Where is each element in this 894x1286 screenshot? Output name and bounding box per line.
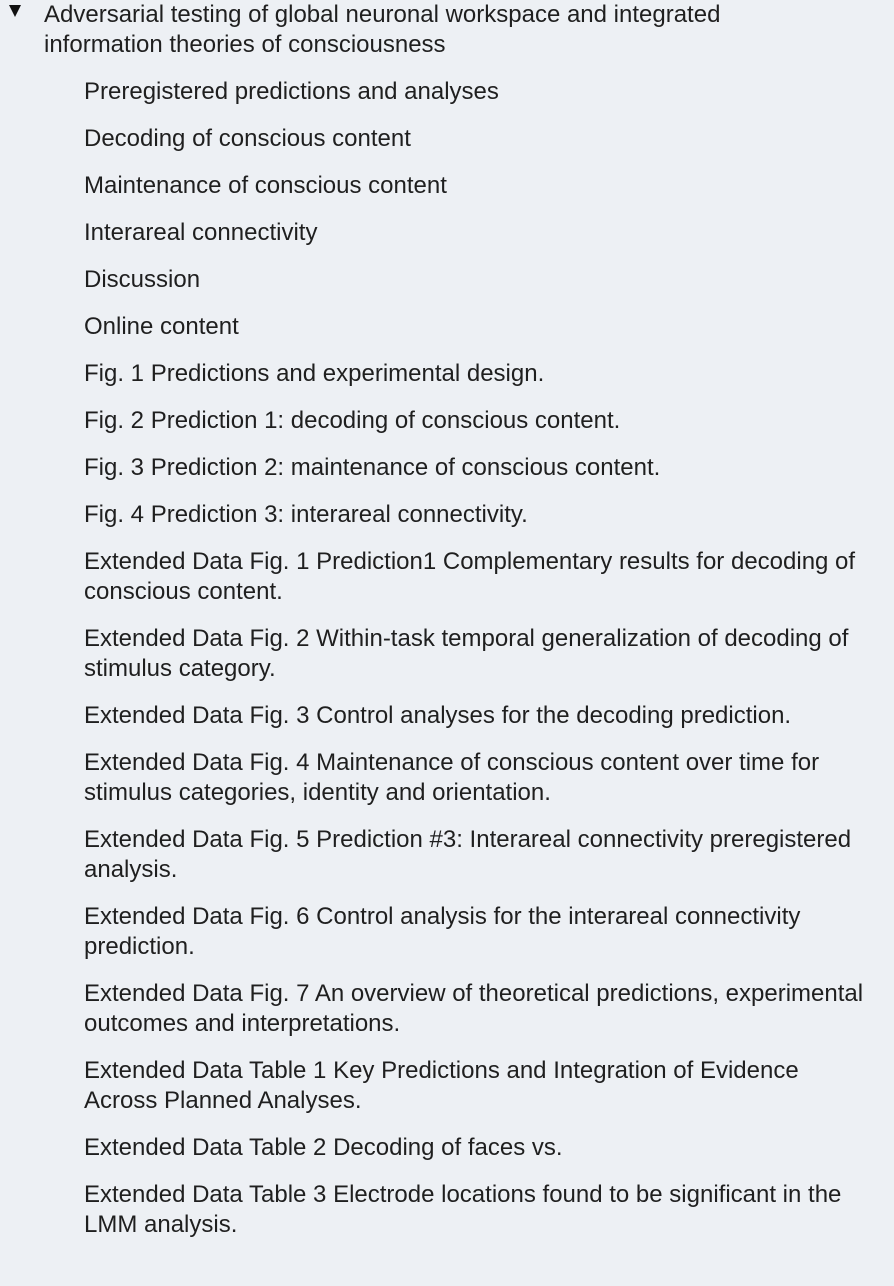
outline-item[interactable]: Fig. 1 Predictions and experimental design. <box>84 360 545 387</box>
outline-item[interactable]: Online content <box>84 313 239 340</box>
outline-item[interactable]: Extended Data Fig. 2 Within-task temporal generalization of decoding of stimulus category. <box>84 625 849 682</box>
outline-item[interactable]: Extended Data Fig. 7 An overview of theoretical predictions, experimental outcomes and interpretations. <box>84 980 864 1037</box>
outline-root-title[interactable]: Adversarial testing of global neuronal workspace and integrated information theories of consciousness <box>44 1 721 58</box>
outline-item[interactable]: Fig. 2 Prediction 1: decoding of conscious content. <box>84 407 621 434</box>
outline-item[interactable]: Preregistered predictions and analyses <box>84 78 499 105</box>
outline-item[interactable]: Fig. 3 Prediction 2: maintenance of conscious content. <box>84 454 661 481</box>
outline-item[interactable]: Extended Data Table 2 Decoding of faces vs. <box>84 1134 563 1161</box>
outline-item[interactable]: Extended Data Fig. 1 Prediction1 Complementary results for decoding of conscious content. <box>84 548 856 605</box>
outline-item[interactable]: Extended Data Table 1 Key Predictions and Integration of Evidence Across Planned Analyses. <box>84 1057 799 1114</box>
outline-children-list <box>84 77 874 1257</box>
outline-item[interactable]: Extended Data Table 3 Electrode locations found to be significant in the LMM analysis. <box>84 1181 842 1238</box>
outline-item[interactable]: Discussion <box>84 266 201 293</box>
outline-item[interactable]: Extended Data Fig. 5 Prediction #3: Interareal connectivity preregistered analysis. <box>84 826 852 883</box>
outline-item[interactable]: Fig. 4 Prediction 3: interareal connectivity. <box>84 501 528 528</box>
outline-item[interactable]: Extended Data Fig. 3 Control analyses for the decoding prediction. <box>84 702 792 729</box>
triangle-down-icon[interactable] <box>8 4 22 18</box>
outline-item[interactable]: Extended Data Fig. 4 Maintenance of conscious content over time for stimulus categories, identity and orientation. <box>84 749 820 806</box>
outline-item[interactable]: Decoding of conscious content <box>84 125 411 152</box>
outline-item[interactable]: Maintenance of conscious content <box>84 172 447 199</box>
outline-item[interactable]: Extended Data Fig. 6 Control analysis for the interareal connectivity prediction. <box>84 903 801 960</box>
outline-item[interactable]: Interareal connectivity <box>84 219 318 246</box>
